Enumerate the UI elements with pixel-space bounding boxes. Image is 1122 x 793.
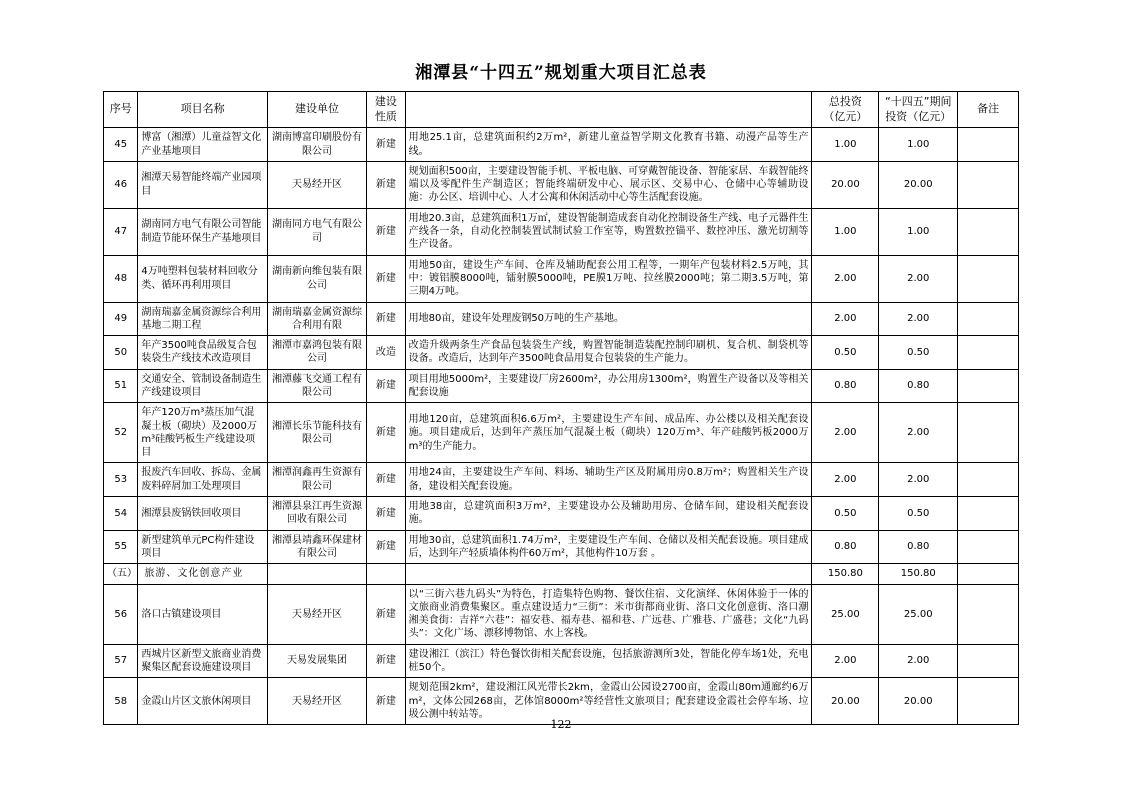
header-type <box>367 92 405 128</box>
row-unit: 天易经开区 <box>267 161 366 208</box>
row-name: 4万吨塑料包装材料回收分类、循环再利用项目 <box>138 255 268 302</box>
row-name: 年产120万m³蒸压加气混凝土板（砌块）及2000万m³硅酸钙板生产线建设项目 <box>138 403 268 463</box>
row-remark <box>958 644 1019 678</box>
row-name: 年产3500吨食品级复合包装袋生产线技术改造项目 <box>138 336 268 370</box>
row-content: 规划面积500亩，主要建设智能手机、平板电脑、可穿戴智能设备、智能家居、车载智能终端以及零配件生产制造区；智能终端研发中心、展示区、交易中心、仓储中心等辅助设施：办公区、培训中心、人才公寓和休闲活动中心等生活配套设施。 <box>405 161 812 208</box>
row-seq: 52 <box>104 403 138 463</box>
row-type: 新建 <box>367 530 405 564</box>
row-unit: 湘潭润鑫再生资源有限公司 <box>267 463 366 497</box>
row-type: 新建 <box>367 161 405 208</box>
row-total: 0.50 <box>812 497 879 531</box>
row-total: 1.00 <box>812 128 879 162</box>
row-total: 25.00 <box>812 584 879 644</box>
header-seq: 序号 <box>104 92 138 128</box>
table-sheet <box>103 58 1019 725</box>
row-unit: 天易发展集团 <box>267 644 366 678</box>
header-remark: 备注 <box>958 92 1019 128</box>
row-content: 项目用地5000m²，主要建设厂房2600m²，办公用房1300m²，购置生产设备以及等相关配套设施 <box>405 369 812 403</box>
row-period: 1.00 <box>879 128 958 162</box>
header-period <box>879 92 958 128</box>
row-name: 新型建筑单元PC构件建设项目 <box>138 530 268 564</box>
row-remark <box>958 530 1019 564</box>
row-type: 新建 <box>367 584 405 644</box>
table-row <box>104 369 1019 403</box>
row-content: 规划范围2km²，建设湘江风光带长2km，金霞山公园设2700亩，金霞山80m通廊约6万m²，文体公园268亩，艺体馆8000m²等经营性文旅项目；配套建设金霞社会停车场、垃圾公测中转站等。 <box>405 678 812 725</box>
row-period: 2.00 <box>879 302 958 336</box>
row-content: 以“三街六巷九码头”为特色，打造集特色购物、餐饮住宿、文化演绎、休闲体验于一体的文旅商业消费集聚区。重点建设适力“三街”：米市街都商业街、洛口文化创意街、洛口潮湘美食街：吉祥“六巷”：福安巷、福寿巷、福和巷、广远巷、广雅巷、广盛巷；文化“九码头”：文化广场、漂移博物馆、水上客栈。 <box>405 584 812 644</box>
row-content: 用地50亩，建设生产车间、仓库及辅助配套公用工程等，一期年产包装材料2.5万吨，其中：镀铝膜8000吨，镭射膜5000吨，PE膜1万吨、拉丝膜2000吨；第二期3.5万吨，第三期4万吨。 <box>405 255 812 302</box>
table-row <box>104 644 1019 678</box>
row-unit: 湘潭市嘉鸿包装有限公司 <box>267 336 366 370</box>
table-row <box>104 128 1019 162</box>
header-total-line1: 总投资 <box>828 95 862 108</box>
row-unit: 天易经开区 <box>267 584 366 644</box>
row-unit: 湖南同方电气有限公司 <box>267 208 366 255</box>
project-summary-table <box>103 91 1019 725</box>
row-name: 湖南同方电气有限公司智能制造节能环保生产基地项目 <box>138 208 268 255</box>
row-period: 0.50 <box>879 497 958 531</box>
row-seq: （五） <box>104 564 138 584</box>
table-row <box>104 403 1019 463</box>
row-seq: 56 <box>104 584 138 644</box>
row-seq: 45 <box>104 128 138 162</box>
row-period: 0.80 <box>879 530 958 564</box>
header-type-line1: 建设 <box>374 95 397 108</box>
row-content: 用地38亩，总建筑面积3万m²，主要建设办公及辅助用房、仓储车间，建设相关配套设施。 <box>405 497 812 531</box>
row-remark <box>958 403 1019 463</box>
row-type: 新建 <box>367 369 405 403</box>
row-unit: 湘潭藤飞交通工程有限公司 <box>267 369 366 403</box>
row-remark <box>958 336 1019 370</box>
row-period: 20.00 <box>879 161 958 208</box>
row-content: 用地80亩，建设年处理废钢50万吨的生产基地。 <box>405 302 812 336</box>
row-content: 用地25.1亩，总建筑面积约2万m²，新建儿童益智学期文化教育书籍、动漫产品等生产线。 <box>405 128 812 162</box>
row-name: 博富（湘潭）儿童益智文化产业基地项目 <box>138 128 268 162</box>
row-remark <box>958 564 1019 584</box>
table-row <box>104 161 1019 208</box>
row-unit <box>267 564 366 584</box>
row-total: 2.00 <box>812 255 879 302</box>
row-remark <box>958 161 1019 208</box>
row-type: 新建 <box>367 255 405 302</box>
row-seq: 51 <box>104 369 138 403</box>
row-seq: 47 <box>104 208 138 255</box>
row-name: 金霞山片区文旅休闲项目 <box>138 678 268 725</box>
row-seq: 48 <box>104 255 138 302</box>
row-seq: 50 <box>104 336 138 370</box>
row-unit: 天易经开区 <box>267 678 366 725</box>
row-period: 1.00 <box>879 208 958 255</box>
header-period-line2: 投资（亿元） <box>885 109 952 123</box>
row-period: 150.80 <box>879 564 958 584</box>
row-remark <box>958 302 1019 336</box>
row-remark <box>958 128 1019 162</box>
row-name: 湖南瑞嘉金属资源综合利用基地二期工程 <box>138 302 268 336</box>
row-total: 0.80 <box>812 530 879 564</box>
row-remark <box>958 463 1019 497</box>
row-seq: 49 <box>104 302 138 336</box>
row-content: 用地120亩，总建筑面积6.6万m²，主要建设生产车间、成品库、办公楼以及相关配套设施。项目建成后，达到年产蒸压加气混凝土板（砌块）120万m³、年产硅酸钙板2000万m³的生产能力。 <box>405 403 812 463</box>
header-total-line2: （亿元） <box>823 109 868 123</box>
row-name: 洛口古镇建设项目 <box>138 584 268 644</box>
row-type <box>367 564 405 584</box>
row-name: 报废汽车回收、拆岛、金属废料碎屑加工处理项目 <box>138 463 268 497</box>
row-total: 0.80 <box>812 369 879 403</box>
header-name: 项目名称 <box>138 92 268 128</box>
row-name: 湘潭天易智能终端产业园项目 <box>138 161 268 208</box>
row-period: 2.00 <box>879 403 958 463</box>
header-total <box>812 92 879 128</box>
row-seq: 57 <box>104 644 138 678</box>
table-row <box>104 336 1019 370</box>
row-period: 2.00 <box>879 463 958 497</box>
row-content: 用地30亩，总建筑面积1.74万m²，主要建设生产车间、仓储以及相关配套设施。项目建成后，达到年产轻质墙体构件60万m²，其他构件10万套 。 <box>405 530 812 564</box>
row-type: 新建 <box>367 208 405 255</box>
row-remark <box>958 208 1019 255</box>
row-content: 改造升级两条生产食品包装袋生产线，购置智能制造装配控制印刷机、复合机、制袋机等设备。改造后，达到年产3500吨食品用复合包装袋的生产能力。 <box>405 336 812 370</box>
table-row <box>104 208 1019 255</box>
row-unit: 湘潭县泉江再生资源回收有限公司 <box>267 497 366 531</box>
table-section-row <box>104 564 1019 584</box>
row-unit: 湘潭长乐节能科技有限公司 <box>267 403 366 463</box>
row-total: 0.50 <box>812 336 879 370</box>
row-type: 新建 <box>367 644 405 678</box>
row-total: 1.00 <box>812 208 879 255</box>
row-total: 2.00 <box>812 463 879 497</box>
row-total: 2.00 <box>812 644 879 678</box>
table-row <box>104 255 1019 302</box>
row-type: 新建 <box>367 463 405 497</box>
row-total: 20.00 <box>812 678 879 725</box>
row-unit: 湖南新向维包装有限公司 <box>267 255 366 302</box>
row-content <box>405 564 812 584</box>
row-type: 新建 <box>367 403 405 463</box>
row-name: 湘潭县废锅铁回收项目 <box>138 497 268 531</box>
row-period: 0.50 <box>879 336 958 370</box>
row-type: 新建 <box>367 302 405 336</box>
header-type-line2: 性质 <box>374 109 397 123</box>
row-remark <box>958 584 1019 644</box>
row-unit: 湖南博富印刷股份有限公司 <box>267 128 366 162</box>
table-header-row <box>104 92 1019 128</box>
table-row <box>104 530 1019 564</box>
row-remark <box>958 255 1019 302</box>
row-content: 用地20.3亩，总建筑面积1万㎡，建设智能制造成套自动化控制设备生产线、电子元器件生产线各一条，自动化控制装置试制试验工作室等，购置数控锚平、数控冲压、激光切割等生产设备。 <box>405 208 812 255</box>
row-unit: 湘潭县靖鑫环保建材有限公司 <box>267 530 366 564</box>
row-name: 交通安全、管制设备制造生产线建设项目 <box>138 369 268 403</box>
row-total: 2.00 <box>812 403 879 463</box>
row-remark <box>958 497 1019 531</box>
row-type: 新建 <box>367 678 405 725</box>
row-type: 新建 <box>367 128 405 162</box>
row-content: 建设湘江（滨江）特色餐饮街相关配套设施，包括旅游测所3处，智能化停车场1处，充电桩50个。 <box>405 644 812 678</box>
row-content: 用地24亩，主要建设生产车间、料场、辅助生产区及附属用房0.8万m²；购置相关生产设备，建设相关配套设施。 <box>405 463 812 497</box>
row-type: 新建 <box>367 497 405 531</box>
row-remark <box>958 369 1019 403</box>
row-total: 2.00 <box>812 302 879 336</box>
row-period: 0.80 <box>879 369 958 403</box>
row-period: 25.00 <box>879 584 958 644</box>
row-type: 改造 <box>367 336 405 370</box>
row-period: 20.00 <box>879 678 958 725</box>
row-total: 20.00 <box>812 161 879 208</box>
page-number: 122 <box>550 718 572 731</box>
table-row <box>104 463 1019 497</box>
row-name: 旅游、文化创意产业 <box>138 564 268 584</box>
row-seq: 58 <box>104 678 138 725</box>
row-seq: 53 <box>104 463 138 497</box>
table-row <box>104 497 1019 531</box>
row-period: 2.00 <box>879 255 958 302</box>
header-content <box>405 92 812 128</box>
header-period-line1: “十四五”期间 <box>885 95 952 108</box>
row-unit: 湖南瑞嘉金属资源综合利用有限 <box>267 302 366 336</box>
row-name: 西城片区新型文旅商业消费聚集区配套设施建设项目 <box>138 644 268 678</box>
row-total: 150.80 <box>812 564 879 584</box>
page-title: 湘潭县“十四五”规划重大项目汇总表 <box>415 63 707 83</box>
table-row <box>104 302 1019 336</box>
header-unit: 建设单位 <box>267 92 366 128</box>
row-seq: 54 <box>104 497 138 531</box>
table-row <box>104 584 1019 644</box>
row-seq: 46 <box>104 161 138 208</box>
row-period: 2.00 <box>879 644 958 678</box>
row-seq: 55 <box>104 530 138 564</box>
